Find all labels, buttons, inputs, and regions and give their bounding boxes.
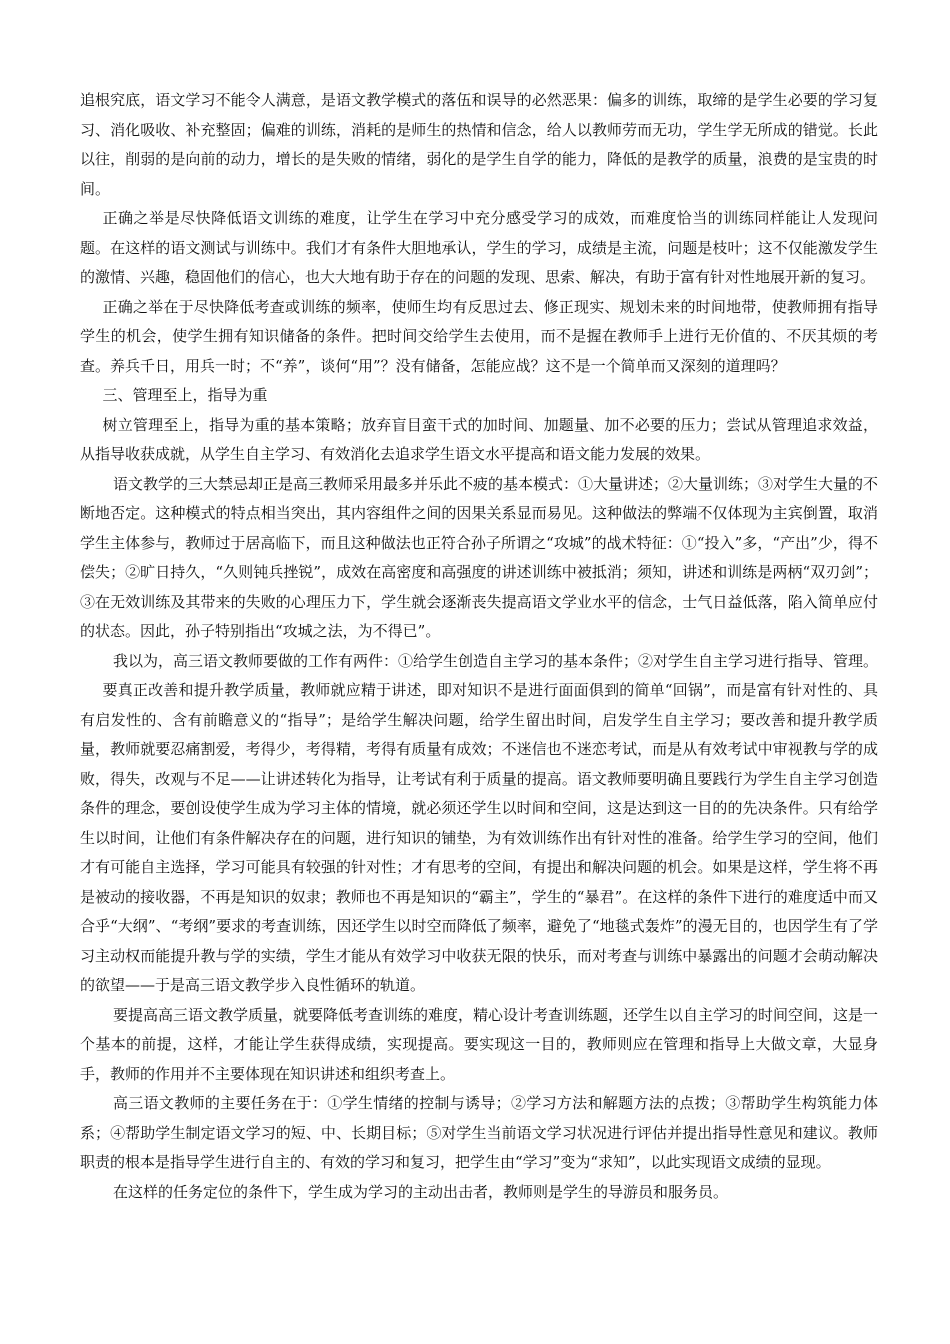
paragraph-2: 正确之举是尽快降低语文训练的难度，让学生在学习中充分感受学习的成效，而难度恰当的训练同样能让人发现问题。在这样的语文测试与训练中。我们才有条件大胆地承认，学生的学习，成绩是主流，问题是枝叶；这不仅能激发学生的激情、兴趣，稳固他们的信心，也大大地有助于存在的问题的发现、思索、解决，有助于富有针对性地展开新的复习。 — [80, 209, 878, 286]
paragraph-10: 高三语文教师的主要任务在于：①学生情绪的控制与诱导；②学习方法和解题方法的点拨；③帮助学生构筑能力体系；④帮助学生制定语文学习的短、中、长期目标；⑤对学生当前语文学习状况进行评估并提出指导性意见和建议。教师职责的根本是指导学生进行自主的、有效的学习和复习，把学生由“学习”变为“求知”，以此实现语文成绩的显现。 — [80, 1094, 878, 1171]
paragraph-7: 我以为，高三语文教师要做的工作有两件：①给学生创造自主学习的基本条件；②对学生自主学习进行指导、管理。 — [113, 651, 879, 670]
paragraph-8: 要真正改善和提升教学质量，教师就应精于讲述，即对知识不是进行面面俱到的简单“回锅”，而是富有针对性的、具有启发性的、含有前瞻意义的“指导”；是给学生解决问题，给学生留出时间，启发学生自主学习；要改善和提升教学质量，教师就要忍痛割爱，考得少，考得精，考得有质量有成效；不迷信也不迷恋考试，而是从有效考试中审视教与学的成败，得失，改观与不足——让讲述转化为指导，让考试有利于质量的提高。语文教师要明确且要践行为学生自主学习创造条件的理念，要创设使学生成为学习主体的情境，就必须还学生以时间和空间，这是达到这一目的的先决条件。只有给学生以时间，让他们有条件解决存在的问题，进行知识的铺垫，为有效训练作出有针对性的准备。给学生学习的空间，他们才有可能自主选择，学习可能具有较强的针对性；才有思考的空间，有提出和解决问题的机会。如果是这样，学生将不再是被动的接收器，不再是知识的奴隶；教师也不再是知识的“霸主”，学生的“暴君”。在这样的条件下进行的难度适中而又合乎“大纲”、“考纲”要求的考查训练，因还学生以时空而降低了频率，避免了“地毯式轰炸”的漫无目的，也因学生有了学习主动权而能提升教与学的实绩，学生才能从有效学习中收获无限的快乐，而对考查与训练中暴露出的问题才会萌动解决的欲望——于是高三语文教学步入良性循环的轨道。 — [80, 681, 878, 994]
section-heading-3: 三、管理至上，指导为重 — [102, 386, 268, 404]
paragraph-9: 要提高高三语文教学质量，就要降低考查训练的难度，精心设计考查训练题，还学生以自主学习的时间空间，这是一个基本的前提，这样，才能让学生获得成绩，实现提高。要实现这一目的，教师则应在管理和指导上大做文章，大显身手，教师的作用并不主要体现在知识讲述和组织考查上。 — [80, 1005, 879, 1083]
paragraph-1: 追根究底，语文学习不能令人满意，是语文教学模式的落伍和误导的必然恶果：偏多的训练，取缔的是学生必要的学习复习、消化吸收、补充整固；偏难的训练，消耗的是师生的热情和信念，给人以教师劳而无功，学生学无所成的错觉。长此以往，削弱的是向前的动力，增长的是失败的情绪，弱化的是学生自学的能力，降低的是教学的质量，浪费的是宝贵的时间。 — [80, 91, 878, 198]
paragraph-5: 树立管理至上，指导为重的基本策略；放弃盲目蛮干式的加时间、加题量、加不必要的压力；尝试从管理追求效益，从指导收获成就，从学生自主学习、有效消化去追求学生语文水平提高和语文能力发展的效果。 — [80, 415, 878, 463]
paragraph-11: 在这样的任务定位的条件下，学生成为学习的主动出击者，教师则是学生的导游员和服务员。 — [113, 1182, 729, 1201]
paragraph-3: 正确之举在于尽快降低考查或训练的频率，使师生均有反思过去、修正现实、规划未来的时间地带，使教师拥有指导学生的机会，使学生拥有知识储备的条件。把时间交给学生去使用，而不是握在教师手上进行无价值的、不厌其烦的考查。养兵千日，用兵一时；不“养”，谈何“用”？没有储备，怎能应战？这不是一个简单而又深刻的道理吗？ — [80, 297, 878, 375]
paragraph-6: 语文教学的三大禁忌却正是高三教师采用最多并乐此不疲的基本模式：①大量讲述；②大量训练；③对学生大量的不断地否定。这种模式的特点相当突出，其内容组件之间的因果关系显而易见。这种做法的弊端不仅体现为主宾倒置，取消学生主体参与，教师过于居高临下，而且这种做法也正符合孙子所谓之“攻城”的战术特征：①“投入”多，“产出”少，得不偿失；②旷日持久，“久则钝兵挫锐”，成效在高密度和高强度的讲述训练中被抵消；须知，讲述和训练是两柄“双刃剑”；③在无效训练及其带来的失败的心理压力下，学生就会逐渐丧失提高语文学业水平的信念，士气日益低落，陷入简单应付的状态。因此，孙子特别指出“攻城之法，为不得已”。 — [80, 474, 879, 640]
